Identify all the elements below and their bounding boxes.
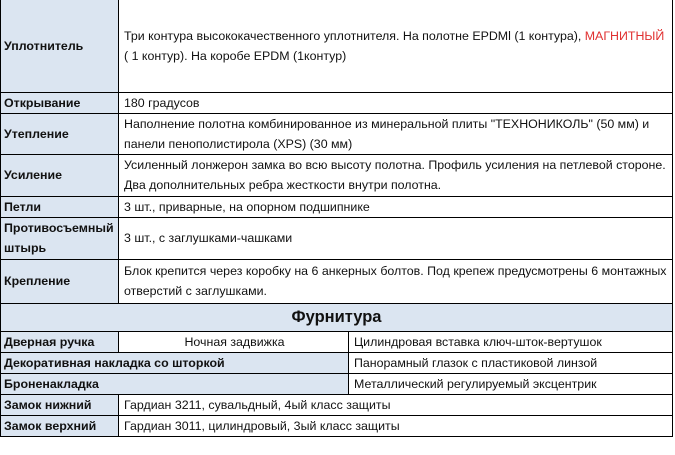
spec-value-insulation: Наполнение полотна комбинированное из минеральной плиты "ТЕХНОНИКОЛЬ" (50 мм) и панели пенополистирола (XPS) (30 мм)	[119, 113, 673, 154]
spec-row-insulation	[1, 113, 673, 154]
spec-row-reinforcement	[1, 154, 673, 196]
spec-row-opening	[1, 92, 673, 113]
fitting-label-overlay: Декоративная накладка со шторкой	[1, 352, 349, 373]
spec-value-reinforcement: Усиленный лонжерон замка во всю высоту полотна. Профиль усиления на петлевой стороне. Два дополнительных ребра жесткости внутри полотна.	[119, 154, 673, 196]
fitting-row-handle	[1, 331, 673, 352]
spec-label-seal: Уплотнитель	[1, 0, 119, 92]
spec-label-reinforcement: Усиление	[1, 154, 119, 196]
spec-row-seal	[1, 0, 673, 92]
spec-value-anti-removal: 3 шт., с заглушками-чашками	[119, 217, 673, 259]
spec-value-mounting: Блок крепится через коробку на 6 анкерных болтов. Под крепеж предусмотрены 6 монтажных отверстий с заглушками.	[119, 259, 673, 303]
seal-text-1: Три контура высококачественного уплотнителя. На полотне EPDMl (1 контура),	[124, 28, 585, 43]
fitting-row-lower-lock	[1, 394, 673, 415]
fitting-label-lower-lock: Замок нижний	[1, 394, 119, 415]
seal-text-magnetic: МАГНИТНЫЙ	[584, 28, 665, 43]
spec-label-opening: Открывание	[1, 92, 119, 113]
spec-row-hinges	[1, 196, 673, 217]
spec-label-hinges: Петли	[1, 196, 119, 217]
spec-label-mounting: Крепление	[1, 259, 119, 303]
spec-value-hinges: 3 шт., приварные, на опорном подшипнике	[119, 196, 673, 217]
section-row-fittings	[1, 303, 673, 331]
fitting-row-overlay	[1, 352, 673, 373]
fitting-value-overlay: Панорамный глазок с пластиковой линзой	[349, 352, 673, 373]
fitting-row-armor	[1, 373, 673, 394]
fitting-label-armor: Броненакладка	[1, 373, 349, 394]
spec-row-anti-removal	[1, 217, 673, 259]
spec-label-anti-removal: Противосъемный штырь	[1, 217, 119, 259]
fitting-row-upper-lock	[1, 415, 673, 436]
fitting-value-handle: Ночная задвижка	[119, 331, 349, 352]
fitting-value-lower-lock: Гардиан 3211, сувальдный, 4ый класс защиты	[119, 394, 673, 415]
seal-text-2: ( 1 контур). На коробе EPDM (1контур)	[124, 48, 347, 63]
fitting-extra-handle: Цилиндровая вставка ключ-шток-вертушок	[349, 331, 673, 352]
fitting-value-armor: Металлический регулируемый эксцентрик	[349, 373, 673, 394]
section-title: Фурнитура	[1, 303, 673, 331]
spec-row-mounting	[1, 259, 673, 303]
fitting-label-upper-lock: Замок верхний	[1, 415, 119, 436]
spec-value-opening: 180 градусов	[119, 92, 673, 113]
fitting-value-upper-lock: Гардиан 3011, цилиндровый, 3ый класс защиты	[119, 415, 673, 436]
spec-value-seal	[119, 0, 673, 92]
fitting-label-handle: Дверная ручка	[1, 331, 119, 352]
spec-label-insulation: Утепление	[1, 113, 119, 154]
